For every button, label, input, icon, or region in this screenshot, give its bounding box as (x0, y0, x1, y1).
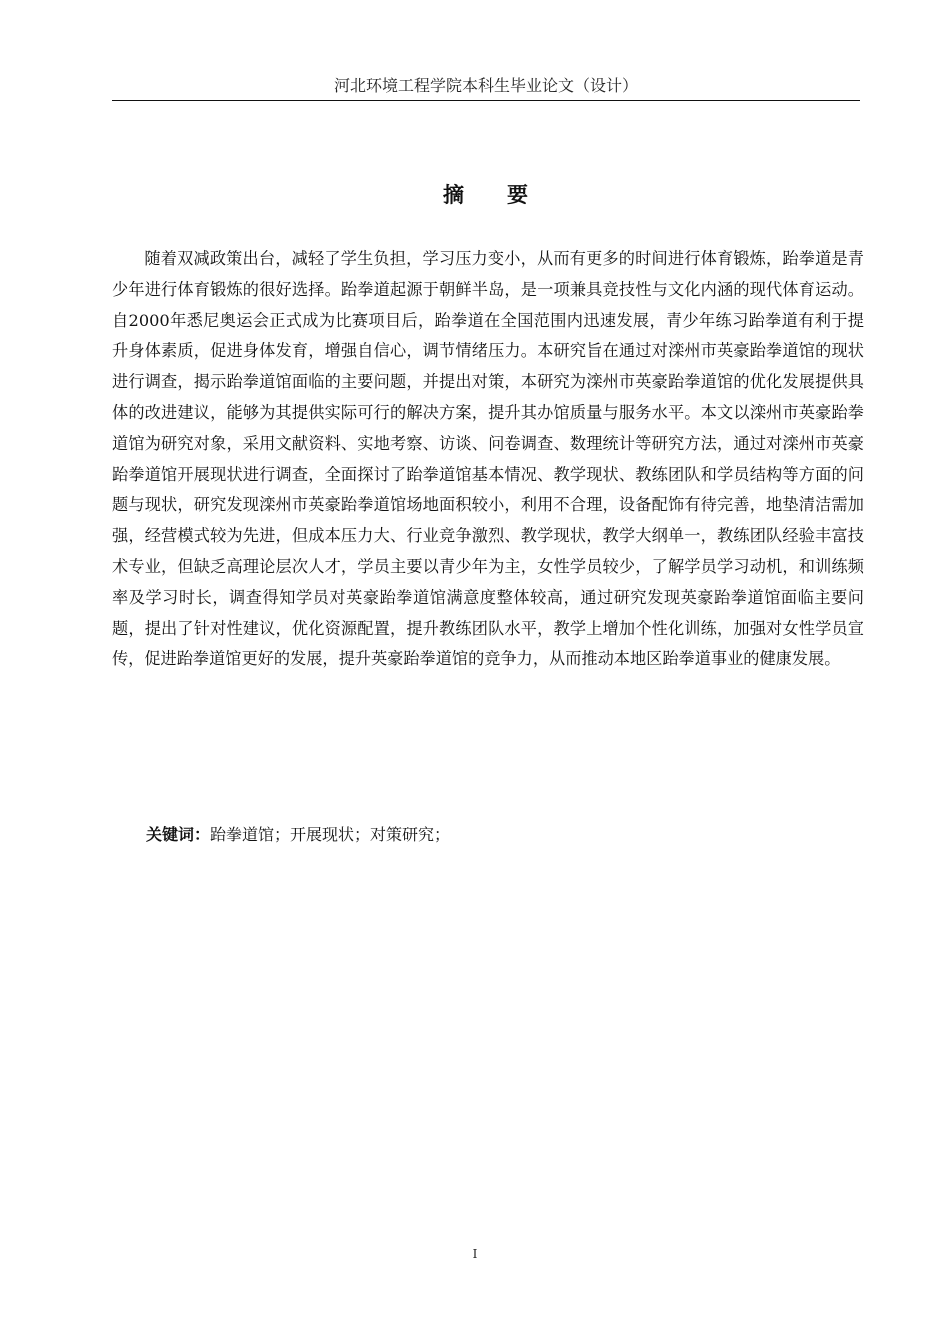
abstract-title-char-2: 要 (507, 183, 529, 207)
abstract-title (112, 180, 860, 210)
keywords-line (146, 822, 846, 848)
keywords-label: 关键词： (146, 825, 211, 844)
abstract-title-char-1: 摘 (443, 183, 465, 207)
abstract-body: 随着双减政策出台，减轻了学生负担，学习压力变小，从而有更多的时间进行体育锻炼，跆拳道是青少年进行体育锻炼的很好选择。跆拳道起源于朝鲜半岛，是一项兼具竞技性与文化内涵的现代体育运动。自2000年悉尼奥运会正式成为比赛项目后，跆拳道在全国范围内迅速发展，青少年练习跆拳道有利于提升身体素质，促进身体发育，增强自信心，调节情绪压力。本研究旨在通过对滦州市英豪跆拳道馆的现状进行调查，揭示跆拳道馆面临的主要问题，并提出对策，本研究为滦州市英豪跆拳道馆的优化发展提供具体的改进建议，能够为其提供实际可行的解决方案，提升其办馆质量与服务水平。本文以滦州市英豪跆拳道馆为研究对象，采用文献资料、实地考察、访谈、问卷调查、数理统计等研究方法，通过对滦州市英豪跆拳道馆开展现状进行调查，全面探讨了跆拳道馆基本情况、教学现状、教练团队和学员结构等方面的问题与现状，研究发现滦州市英豪跆拳道馆场地面积较小，利用不合理，设备配饰有待完善，地垫清洁需加强，经营模式较为先进，但成本压力大、行业竞争激烈、教学现状，教学大纲单一，教练团队经验丰富技术专业，但缺乏高理论层次人才，学员主要以青少年为主，女性学员较少，了解学员学习动机，和训练频率及学习时长，调查得知学员对英豪跆拳道馆满意度整体较高，通过研究发现英豪跆拳道馆面临主要问题，提出了针对性建议，优化资源配置，提升教练团队水平，教学上增加个性化训练，加强对女性学员宣传，促进跆拳道馆更好的发展，提升英豪跆拳道馆的竞争力，从而推动本地区跆拳道事业的健康发展。 (112, 249, 864, 669)
header-rule (112, 100, 860, 101)
page-number: I (472, 1247, 478, 1261)
running-header: 河北环境工程学院本科生毕业论文（设计） (333, 76, 638, 95)
keywords-text: 跆拳道馆；开展现状；对策研究； (210, 825, 451, 844)
